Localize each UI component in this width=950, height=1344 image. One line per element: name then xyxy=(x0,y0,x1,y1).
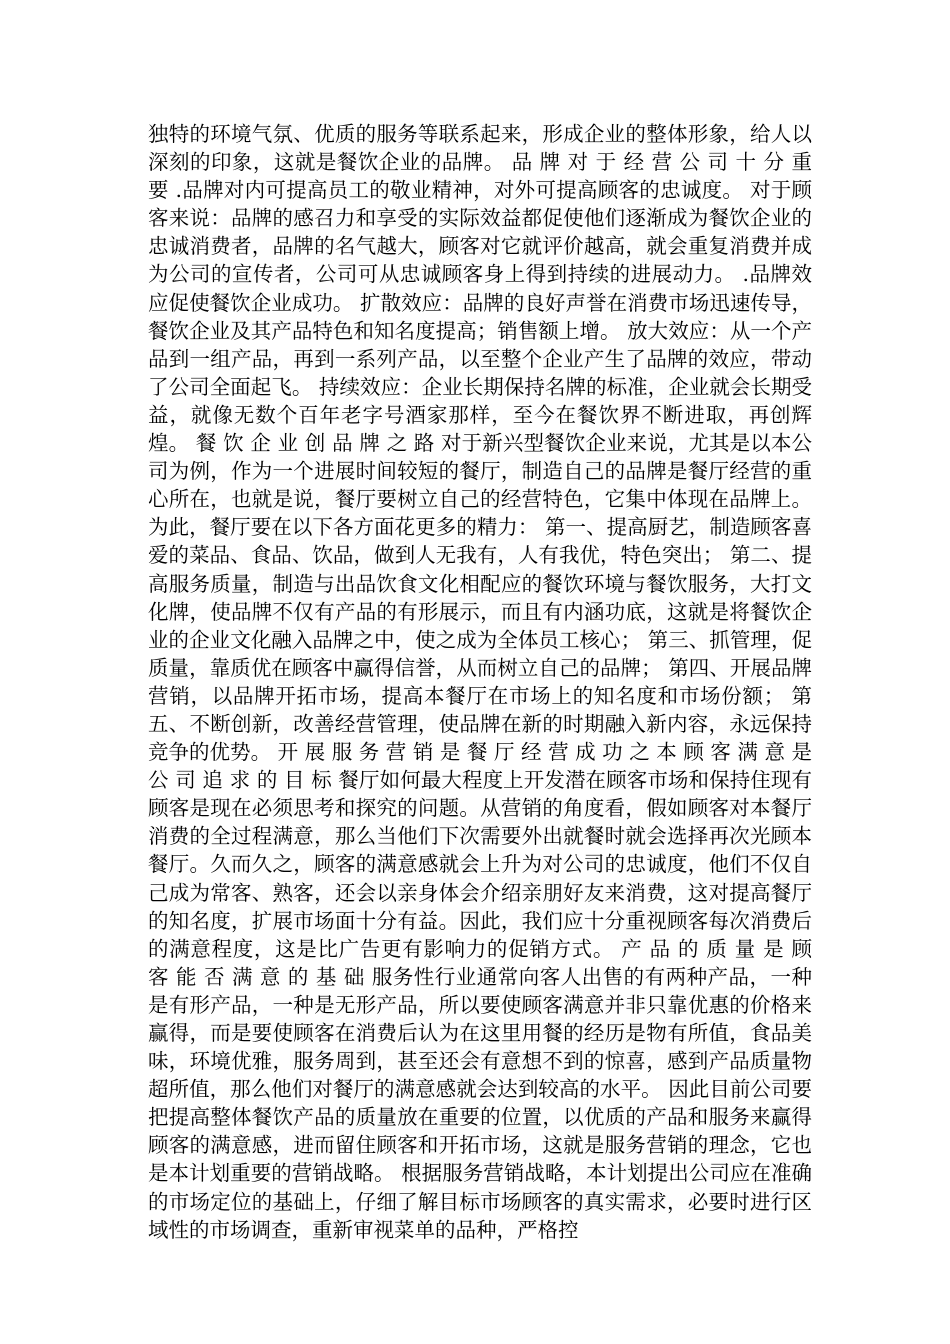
document-body-text: 独特的环境气氛、优质的服务等联系起来，形成企业的整体形象，给人以深刻的印象，这就是餐饮企业的品牌。 品 牌 对 于 经 营 公 司 十 分 重 要 .品牌对内可提高员工的敬业精神，对外可提高顾客的忠诚度。 对于顾客来说：品牌的感召力和享受的实际效益都促使他们逐渐成为餐饮企业的忠诚消费者，品牌的名气越大，顾客对它就评价越高，就会重复消费并成为公司的宣传者，公司可从忠诚顾客身上得到持续的进展动力。 .品牌效应促使餐饮企业成功。 扩散效应：品牌的良好声誉在消费市场迅速传导，餐饮企业及其产品特色和知名度提高；销售额上增。 放大效应：从一个产品到一组产品，再到一系列产品，以至整个企业产生了品牌的效应，带动了公司全面起飞。 持续效应：企业长期保持名牌的标准，企业就会长期受益，就像无数个百年老字号酒家那样，至今在餐饮界不断进取，再创辉煌。 餐 饮 企 业 创 品 牌 之 路 对于新兴型餐饮企业来说，尤其是以本公司为例，作为一个进展时间较短的餐厅，制造自己的品牌是餐厅经营的重心所在，也就是说，餐厅要树立自己的经营特色，它集中体现在品牌上。为此，餐厅要在以下各方面花更多的精力： 第一、提高厨艺，制造顾客喜爱的菜品、食品、饮品，做到人无我有，人有我优，特色突出； 第二、提高服务质量，制造与出品饮食文化相配应的餐饮环境与餐饮服务，大打文化牌，使品牌不仅有产品的有形展示，而且有内涵功底，这就是将餐饮企业的企业文化融入品牌之中，使之成为全体员工核心； 第三、抓管理，促质量，靠质优在顾客中赢得信誉，从而树立自己的品牌； 第四、开展品牌营销，以品牌开拓市场，提高本餐厅在市场上的知名度和市场份额； 第五、不断创新，改善经营管理，使品牌在新的时期融入新内容，永远保持竞争的优势。 开 展 服 务 营 销 是 餐 厅 经 营 成 功 之 本 顾 客 满 意 是 公 司 追 求 的 目 标 餐厅如何最大程度上开发潜在顾客市场和保持住现有顾客是现在必须思考和探究的问题。从营销的角度看，假如顾客对本餐厅消费的全过程满意，那么当他们下次需要外出就餐时就会选择再次光顾本餐厅。久而久之，顾客的满意感就会上升为对公司的忠诚度，他们不仅自己成为常客、熟客，还会以亲身体会介绍亲朋好友来消费，这对提高餐厅的知名度，扩展市场面十分有益。因此，我们应十分重视顾客每次消费后的满意程度，这是比广告更有影响力的促销方式。 产 品 的 质 量 是 顾 客 能 否 满 意 的 基 础 服务性行业通常向客人出售的有两种产品，一种是有形产品，一种是无形产品，所以要使顾客满意并非只靠优惠的价格来赢得，而是要使顾客在消费后认为在这里用餐的经历是物有所值，食品美味，环境优雅，服务周到，甚至还会有意想不到的惊喜，感到产品质量物超所值，那么他们对餐厅的满意感就会达到较高的水平。 因此目前公司要把提高整体餐饮产品的质量放在重要的位置，以优质的产品和服务来赢得顾客的满意感，进而留住顾客和开拓市场，这就是服务营销的理念，它也是本计划重要的营销战略。 根据服务营销战略，本计划提出公司应在准确的市场定位的基础上，仔细了解目标市场顾客的真实需求，必要时进行区域性的市场调查，重新审视菜单的品种，严格控 xyxy=(148,122,812,1242)
